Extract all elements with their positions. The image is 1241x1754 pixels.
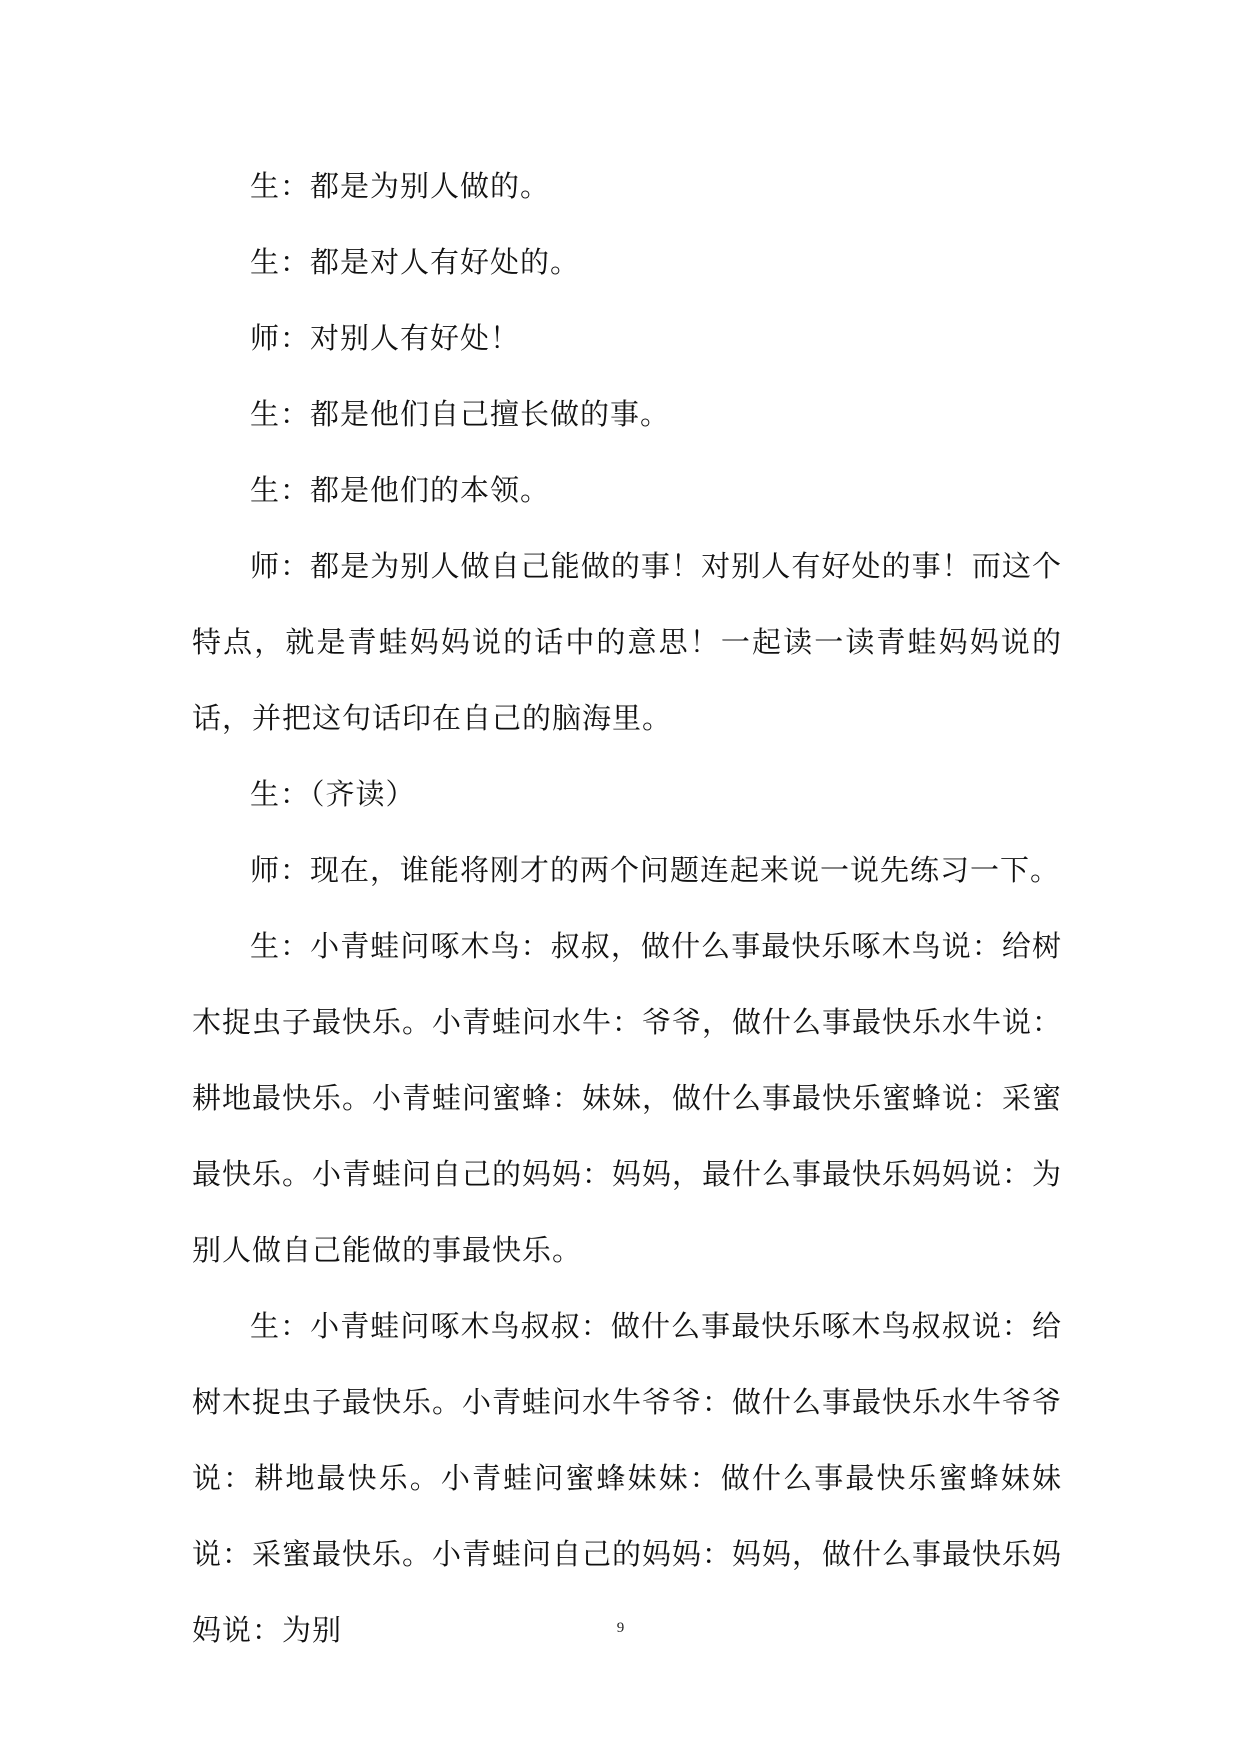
page-number: 9	[616, 1620, 625, 1636]
paragraph: 生：小青蛙问啄木鸟叔叔：做什么事最快乐啄木鸟叔叔说：给树木捉虫子最快乐。小青蛙问水牛爷爷：做什么事最快乐水牛爷爷说：耕地最快乐。小青蛙问蜜蜂妹妹：做什么事最快乐蜜蜂妹妹说：采蜜最快乐。小青蛙问自己的妈妈：妈妈，做什么事最快乐妈妈说：为别	[192, 1309, 1063, 1647]
paragraph: 生：都是他们自己擅长做的事。	[250, 397, 671, 431]
paragraph: 生：都是为别人做的。	[250, 169, 551, 203]
paragraph: 生：（齐读）	[250, 777, 416, 811]
paragraph: 师：对别人有好处！	[250, 321, 521, 355]
paragraph: 生：都是对人有好处的。	[250, 245, 581, 279]
paragraph: 师：都是为别人做自己能做的事！对别人有好处的事！而这个特点，就是青蛙妈妈说的话中的意思！一起读一读青蛙妈妈说的话，并把这句话印在自己的脑海里。	[192, 549, 1062, 735]
paragraph: 生：小青蛙问啄木鸟：叔叔，做什么事最快乐啄木鸟说：给树木捉虫子最快乐。小青蛙问水牛：爷爷，做什么事最快乐水牛说：耕地最快乐。小青蛙问蜜蜂：妹妹，做什么事最快乐蜜蜂说：采蜜最快乐。小青蛙问自己的妈妈：妈妈，最什么事最快乐妈妈说：为别人做自己能做的事最快乐。	[192, 929, 1063, 1267]
paragraph: 师：现在，谁能将刚才的两个问题连起来说一说先练习一下。	[250, 853, 1061, 887]
paragraph: 生：都是他们的本领。	[250, 473, 551, 507]
body-text	[192, 148, 1062, 1668]
